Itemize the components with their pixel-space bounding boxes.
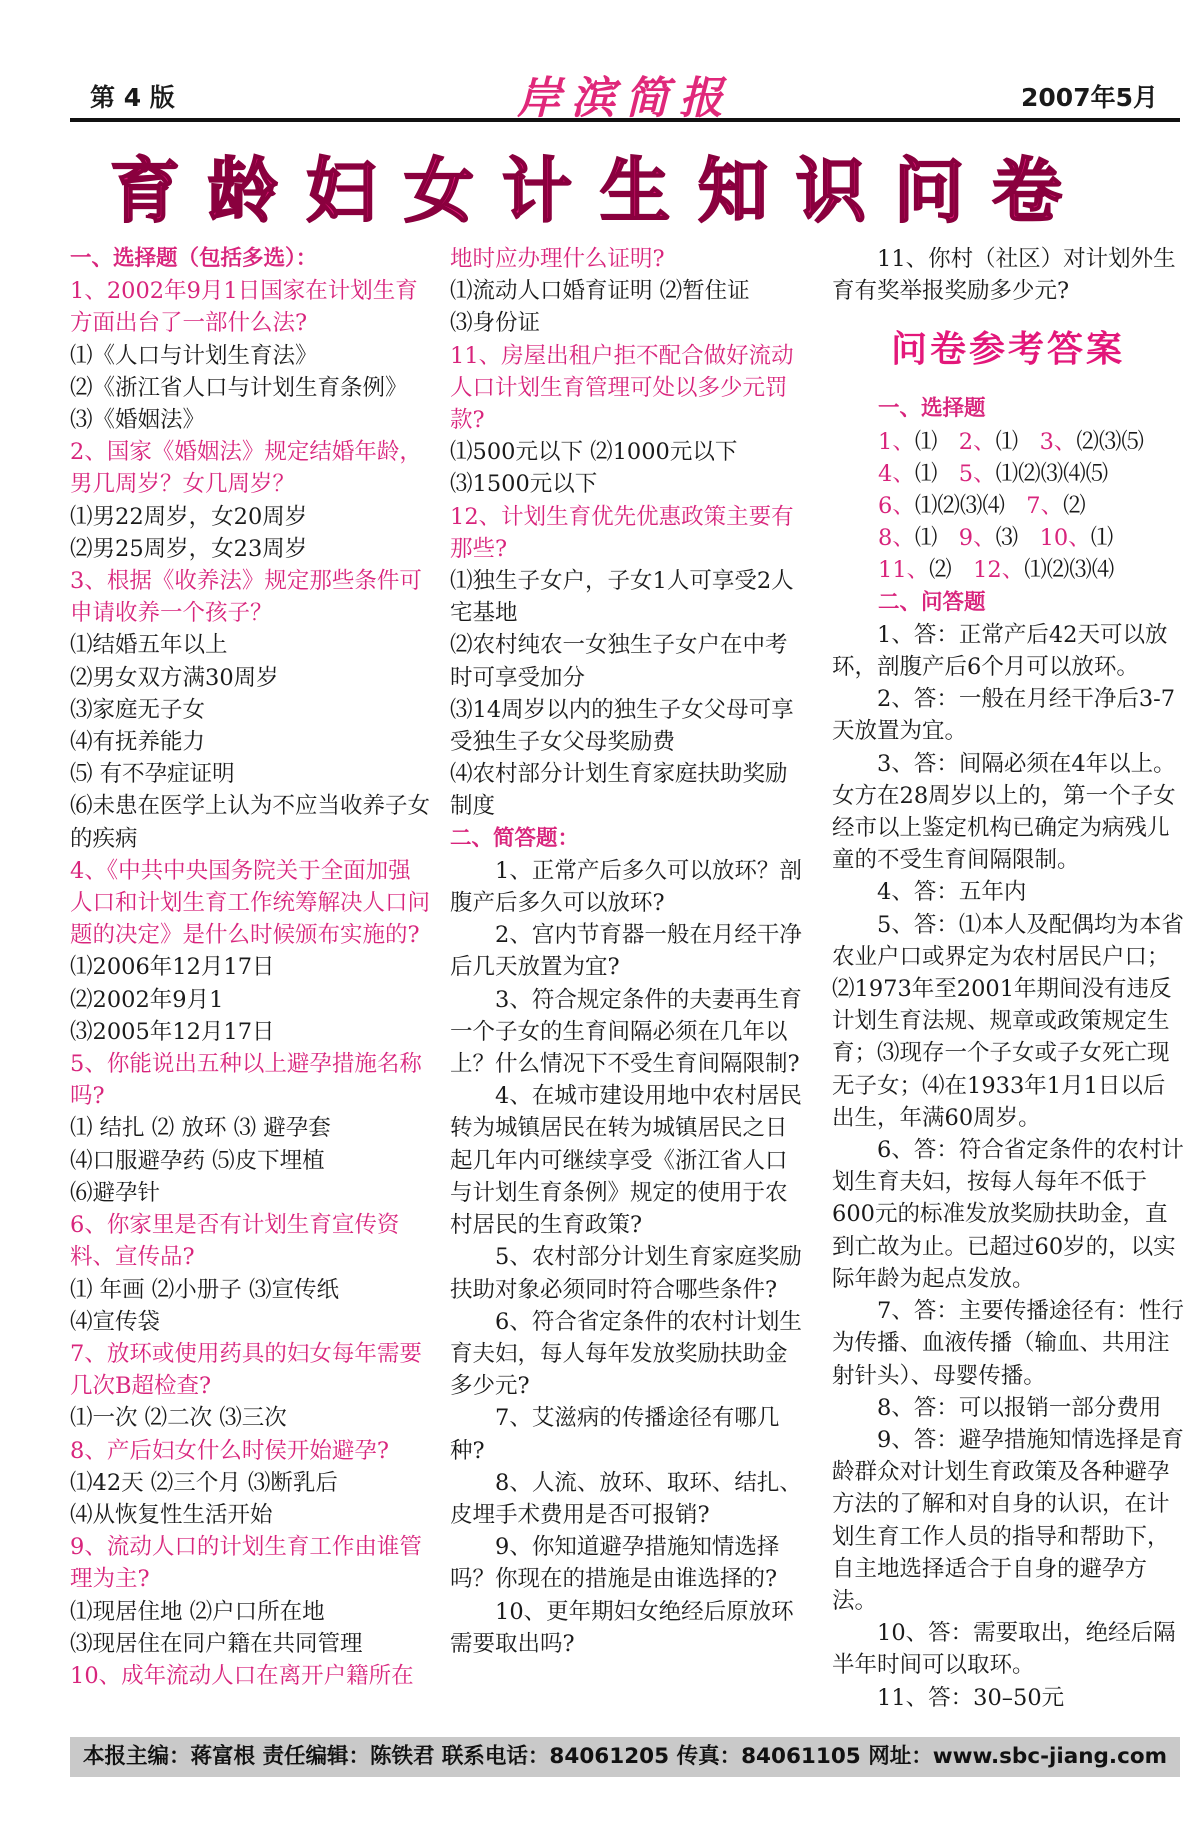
- option-text: ⑸ 有不孕症证明: [70, 761, 235, 788]
- answer-choice: ⑵: [1063, 493, 1108, 520]
- option-text: 10、更年期妇女绝经后原放环需要取出吗?: [450, 1598, 794, 1657]
- question-text: 6、你家里是否有计划生育宣传资料、宣传品?: [70, 1212, 400, 1271]
- option-text: ⑵男25周岁，女23周岁: [70, 535, 308, 562]
- option-text: ⑴流动人口婚育证明 ⑵暂住证: [450, 278, 750, 305]
- answer-number: 8、: [878, 525, 915, 552]
- answer-choice: ⑶: [995, 525, 1040, 552]
- answer-item: 3、答：间隔必须在4年以上。女方在28周岁以上的，第一个子女经市以上鉴定机构已确定为病残儿童的不受生育间隔限制。: [832, 750, 1176, 874]
- answer-key-row: [832, 458, 1184, 490]
- paper-name: 岸滨简报: [517, 73, 733, 124]
- option-text: ⑶1500元以下: [450, 471, 598, 498]
- option-text: 2、宫内节育器一般在月经干净后几天放置为宜?: [450, 922, 802, 981]
- option-text: ⑷从恢复性生活开始: [70, 1501, 273, 1528]
- answer-choice: ⑵⑶⑸: [1076, 428, 1166, 455]
- answer-item: 5、答：⑴本人及配偶均为本省农业户口或界定为农村居民户口；⑵1973年至2001年期间没有违反计划生育法规、规章或政策规定生育；⑶现存一个子女或子女死亡现无子女；⑷在1933年1月1日以后出生，年满60周岁。: [832, 911, 1184, 1131]
- answer-key-row: [832, 522, 1184, 554]
- answer-number: 5、: [958, 460, 996, 487]
- option-text: ⑵2002年9月1: [70, 986, 224, 1013]
- answer-choice: ⑴: [914, 428, 959, 455]
- option-text: ⑷口服避孕药 ⑸皮下埋植: [70, 1147, 325, 1174]
- answer-choice: ⑴: [1090, 525, 1135, 552]
- answer-choice: ⑴⑵⑶⑷⑸: [995, 460, 1130, 487]
- answer-number: 6、: [878, 493, 915, 520]
- section-heading: 一、选择题（包括多选）：: [70, 246, 318, 271]
- question-text: 12、计划生育优先优惠政策主要有那些?: [450, 503, 794, 562]
- option-text: ⑶家庭无子女: [70, 696, 206, 723]
- answer-number: 3、: [1039, 428, 1077, 455]
- option-text: ⑴42天 ⑵三个月 ⑶断乳后: [70, 1469, 338, 1496]
- question-text: 3、根据《收养法》规定那些条件可申请收养一个孩子？: [70, 568, 422, 627]
- answer-item: 2、答：一般在月经干净后3-7天放置为宜。: [832, 686, 1176, 745]
- option-text: 8、人流、放环、取环、结扎、皮埋手术费用是否可报销?: [450, 1469, 802, 1528]
- column-3-answers: [832, 243, 1184, 1714]
- answer-choice: ⑴: [995, 428, 1040, 455]
- answer-item: 11、答：30–50元: [877, 1684, 1065, 1711]
- option-text: ⑶身份证: [450, 310, 541, 337]
- answer-key: [832, 426, 1184, 587]
- question-text: 11、房屋出租户拒不配合做好流动人口计划生育管理可处以多少元罚款?: [450, 342, 794, 434]
- option-text: ⑴2006年12月17日: [70, 954, 275, 981]
- option-text: 1、正常产后多久可以放环？剖腹产后多久可以放环?: [450, 857, 802, 917]
- answer-item: 4、答：五年内: [877, 879, 1027, 906]
- answer-key-row: [832, 426, 1184, 458]
- option-text: ⑵男女双方满30周岁: [70, 664, 279, 691]
- answer-list: [832, 619, 1184, 1714]
- option-text: ⑴《人口与计划生育法》: [70, 342, 318, 369]
- option-text: ⑴ 结扎 ⑵ 放环 ⑶ 避孕套: [70, 1115, 331, 1142]
- option-text: 3、符合规定条件的夫妻再生育一个子女的生育间隔必须在几年以上？什么情况下不受生育间隔限制?: [450, 986, 802, 1078]
- question-text: 7、放环或使用药具的妇女每年需要几次B超检查?: [70, 1340, 422, 1400]
- answer-choice: ⑵: [929, 557, 974, 584]
- option-text: ⑴ 年画 ⑵小册子 ⑶宣传纸: [70, 1276, 339, 1303]
- option-text: 9、你知道避孕措施知情选择吗？你现在的措施是由谁选择的?: [450, 1534, 780, 1593]
- question-text: 10、成年流动人口在离开户籍所在: [70, 1662, 414, 1689]
- option-text: 7、艾滋病的传播途径有哪几种?: [450, 1405, 780, 1464]
- edition-label: 第 4 版: [90, 83, 175, 112]
- option-text: ⑶现居住在同户籍在共同管理: [70, 1630, 363, 1657]
- answer-choice: ⑴: [914, 525, 959, 552]
- answer-number: 9、: [958, 525, 996, 552]
- question-text: 8、产后妇女什么时侯开始避孕?: [70, 1437, 389, 1464]
- option-text: ⑶14周岁以内的独生子女父母可享受独生子女父母奖励费: [450, 696, 794, 756]
- answer-number: 12、: [973, 557, 1025, 584]
- question-text: 4、《中共中央国务院关于全面加强人口和计划生育工作统筹解决人口问题的决定》是什么时候颁布实施的?: [70, 857, 431, 949]
- option-text: ⑹未患在医学上认为不应当收养子女的疾病: [70, 793, 431, 852]
- answer-key-row: [832, 490, 1184, 522]
- option-text: ⑷有抚养能力: [70, 729, 206, 756]
- question-text: 2、国家《婚姻法》规定结婚年龄，男几周岁？女几周岁？: [70, 439, 422, 498]
- answer-number: 11、: [878, 557, 930, 584]
- option-text: ⑵《浙江省人口与计划生育条例》: [70, 374, 408, 401]
- section-heading: 二、简答题：: [450, 825, 580, 851]
- answer-number: 7、: [1026, 493, 1064, 520]
- answer-choice: ⑴⑵⑶⑷: [1024, 557, 1136, 584]
- footer-credits: 本报主编：蒋富根 责任编辑：陈铁君 联系电话：84061205 传真：84061105 网址：www.sbc-jiang.com: [70, 1737, 1180, 1777]
- column-2-questions: [450, 243, 805, 1660]
- option-text: ⑵农村纯农一女独生子女户在中考时可享受加分: [450, 632, 788, 691]
- answer-item: 9、答：避孕措施知情选择是育龄群众对计划生育政策及各种避孕方法的了解和对自身的认识，在计划生育工作人员的指导和帮助下，自主地选择适合于自身的避孕方法。: [832, 1426, 1184, 1614]
- option-text: ⑶2005年12月17日: [70, 1018, 275, 1045]
- question-text: 9、流动人口的计划生育工作由谁管理为主?: [70, 1534, 422, 1593]
- option-text: ⑷农村部分计划生育家庭扶助奖励制度: [450, 761, 788, 820]
- answer-key-row: [832, 554, 1184, 586]
- answer-item: 10、答：需要取出，绝经后隔半年时间可以取环。: [832, 1620, 1176, 1679]
- question-text: 地时应办理什么证明?: [450, 246, 665, 272]
- question-text: 5、你能说出五种以上避孕措施名称吗?: [70, 1051, 422, 1110]
- column-1-questions: [70, 243, 432, 1692]
- option-text: ⑴结婚五年以上: [70, 632, 228, 659]
- answers-section-short: 二、问答题: [878, 589, 986, 615]
- answer-item: 7、答：主要传播途径有：性行为传播、血液传播（输血、共用注射针头）、母婴传播。: [832, 1298, 1184, 1389]
- question-11-short: 11、你村（社区）对计划外生育有奖举报奖励多少元?: [832, 246, 1176, 305]
- option-text: 6、符合省定条件的农村计划生育夫妇，每人每年发放奖励扶助金多少元?: [450, 1308, 802, 1400]
- answer-choice: ⑴: [914, 460, 959, 487]
- page-title: 育龄妇女计生知识问卷: [110, 150, 1090, 232]
- answer-number: 1、: [878, 428, 915, 455]
- answers-section-choice: 一、选择题: [878, 396, 986, 422]
- option-text: 4、在城市建设用地中农村居民转为城镇居民在转为城镇居民之日起几年内可继续享受《浙江省人口与计划生育条例》规定的使用于农村居民的生育政策?: [450, 1083, 802, 1239]
- option-text: ⑴现居住地 ⑵户口所在地: [70, 1598, 325, 1625]
- answer-number: 10、: [1039, 525, 1091, 552]
- question-text: 1、2002年9月1日国家在计划生育方面出台了一部什么法?: [70, 278, 418, 337]
- option-text: ⑶《婚姻法》: [70, 407, 206, 434]
- masthead: [70, 58, 1180, 122]
- option-text: ⑴一次 ⑵二次 ⑶三次: [70, 1405, 287, 1432]
- answers-title: 问卷参考答案: [890, 329, 1125, 371]
- answer-item: 6、答：符合省定条件的农村计划生育夫妇，按每人每年不低于600元的标准发放奖励扶助金，直到亡故为止。已超过60岁的，以实际年龄为起点发放。: [832, 1137, 1184, 1292]
- answer-item: 1、答：正常产后42天可以放环，剖腹产后6个月可以放环。: [832, 621, 1168, 681]
- answer-item: 8、答：可以报销一部分费用: [877, 1394, 1162, 1421]
- answer-choice: ⑴⑵⑶⑷: [914, 493, 1027, 520]
- option-text: ⑹避孕针: [70, 1179, 161, 1206]
- option-text: ⑷宣传袋: [70, 1308, 161, 1335]
- issue-date: 2007年5月: [1021, 83, 1158, 112]
- option-text: ⑴独生子女户，子女1人可享受2人宅基地: [450, 568, 794, 627]
- option-text: ⑴男22周岁，女20周岁: [70, 503, 308, 530]
- answer-number: 2、: [958, 428, 996, 455]
- option-text: 5、农村部分计划生育家庭奖励扶助对象必须同时符合哪些条件?: [450, 1244, 802, 1303]
- answer-number: 4、: [878, 460, 915, 487]
- option-text: ⑴500元以下 ⑵1000元以下: [450, 439, 738, 466]
